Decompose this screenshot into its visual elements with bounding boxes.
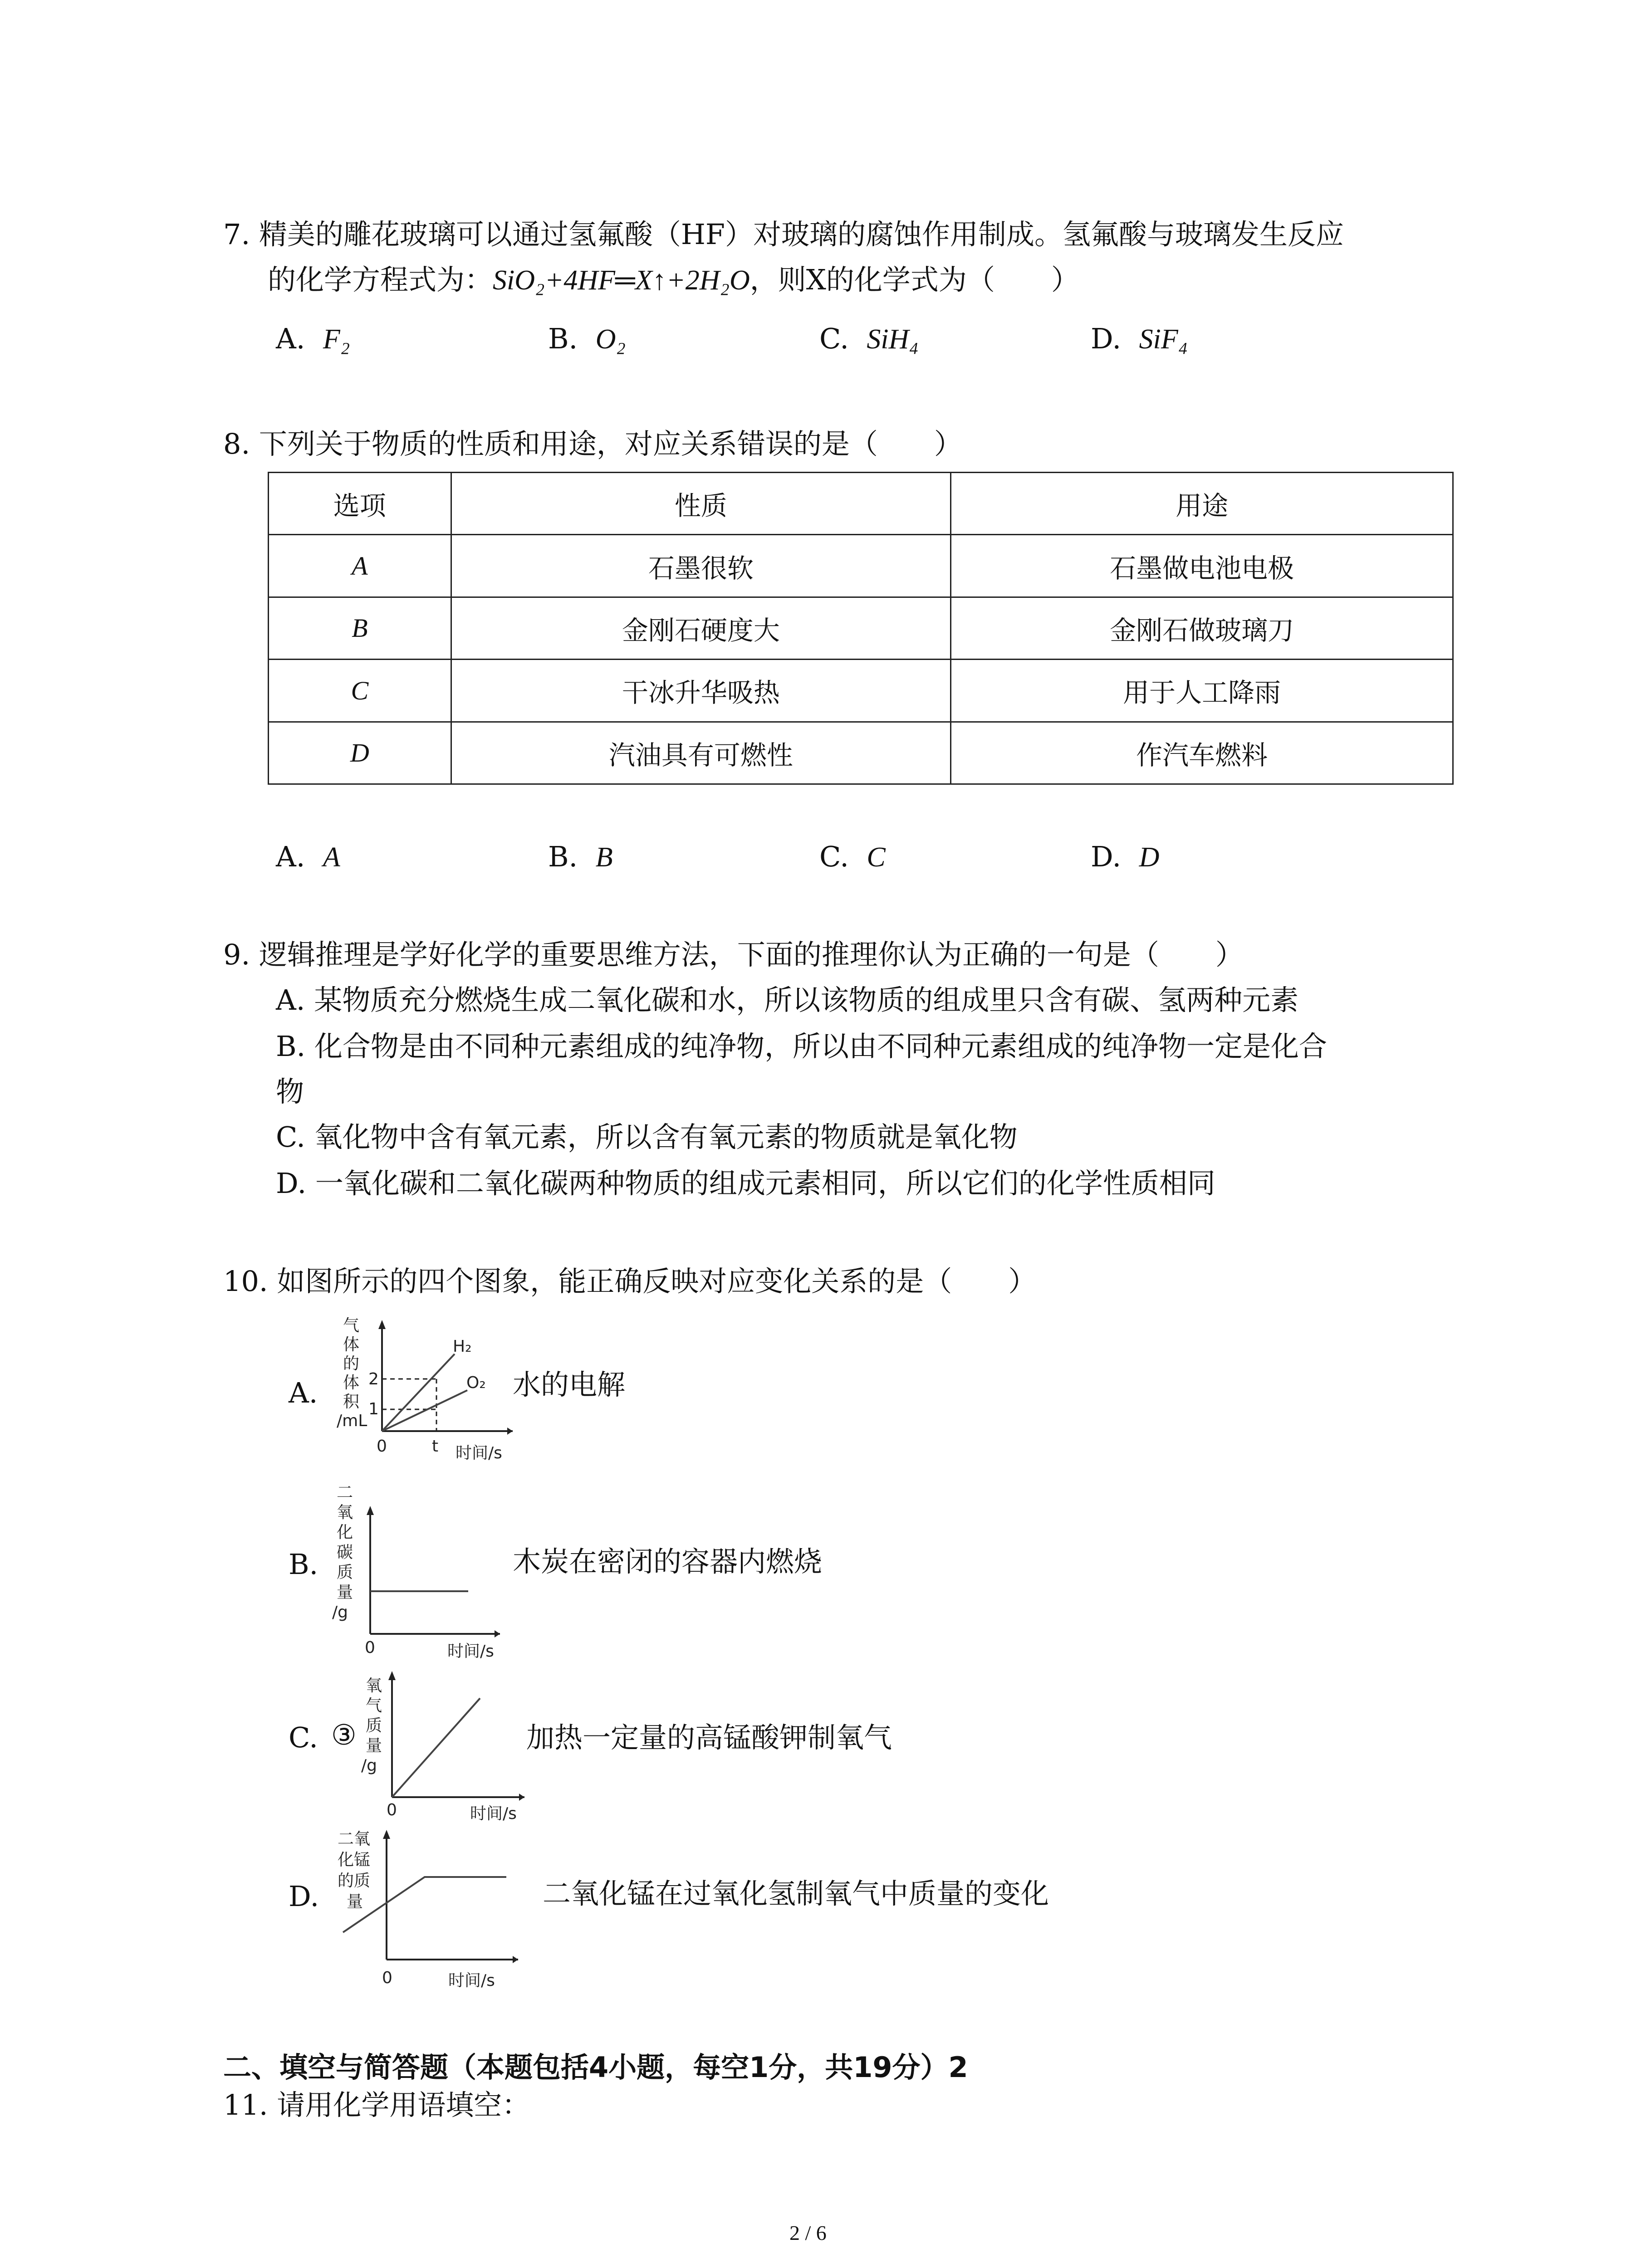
section2-heading: 二、填空与简答题（本题包括4小题，每空1分，共19分）2: [223, 2051, 968, 2084]
table-cell: 石墨很软: [451, 535, 951, 597]
option-letter: B.: [548, 322, 578, 355]
q10-option-d-desc: 二氧化锰在过氧化氢制氧气中质量的变化: [543, 1877, 1049, 1910]
y-label-char: 氧: [337, 1503, 353, 1522]
q10-option-b-desc: 木炭在密闭的容器内燃烧: [513, 1545, 823, 1578]
table-header-cell: 用途: [951, 473, 1453, 535]
table-cell: 作汽车燃料: [951, 722, 1453, 784]
table-cell: C: [269, 660, 451, 722]
y-axis-label: [332, 1483, 353, 1622]
q9-option-c: C. 氧化物中含有氧元素，所以含有氧元素的物质就是氧化物: [276, 1120, 1018, 1154]
y-axis-arrow: [383, 1830, 390, 1839]
q8-option-d: [1091, 840, 1160, 873]
option-text: SiH₄: [867, 324, 919, 355]
y-label-char: 二氧: [338, 1830, 371, 1848]
h2-label: H₂: [453, 1337, 472, 1356]
h2-line: [382, 1354, 455, 1431]
y-label-char: 体: [343, 1374, 360, 1392]
q9-option-d: D. 一氧化碳和二氧化碳两种物质的组成元素相同，所以它们的化学性质相同: [276, 1167, 1215, 1200]
q7-option-d: [1091, 322, 1188, 355]
y-label-char: 的质: [338, 1872, 371, 1890]
x-axis-label: 时间/s: [456, 1444, 502, 1462]
q9-option-b-line2: 物: [276, 1075, 304, 1108]
table-cell: 用于人工降雨: [951, 660, 1453, 722]
option-text: D: [1139, 842, 1160, 873]
x-axis-label: 时间/s: [470, 1804, 517, 1823]
q8-stem: 8. 下列关于物质的性质和用途，对应关系错误的是（ ）: [223, 427, 962, 460]
q7-option-a: [276, 322, 350, 355]
option-text: A: [323, 842, 340, 873]
q7-stem-line2: [268, 263, 1079, 296]
y-label-char: 化: [337, 1523, 353, 1542]
y-label-char: 二: [337, 1483, 353, 1502]
origin: 0: [382, 1969, 392, 1987]
q10-option-c-desc: 加热一定量的高锰酸钾制氧气: [526, 1721, 892, 1754]
y-label-char: 质: [337, 1563, 353, 1582]
y-label-char: 质: [366, 1716, 382, 1735]
option-letter: C.: [819, 840, 849, 873]
tick-t: t: [432, 1437, 439, 1456]
y-label-char: 的: [343, 1354, 360, 1373]
table-header-cell: 选项: [269, 473, 451, 535]
q9-option-a: A. 某物质充分燃烧生成二氧化碳和水，所以该物质的组成里只含有碳、氢两种元素: [276, 983, 1299, 1017]
q7-stem-pre: 的化学方程式为：: [268, 263, 493, 296]
table-cell: 金刚石做玻璃刀: [951, 597, 1453, 659]
q10-option-d-letter: D.: [289, 1880, 319, 1913]
option-text: SiF₄: [1139, 324, 1188, 355]
q10-option-c-letter: C.: [289, 1721, 318, 1754]
option-text: O₂: [595, 324, 626, 355]
q8-table: [268, 472, 1454, 785]
y-label-char: 氧: [366, 1677, 382, 1695]
table-row: [269, 722, 1453, 784]
option-letter: A.: [276, 840, 305, 873]
table-cell: 石墨做电池电极: [951, 535, 1453, 597]
x-axis-arrow: [495, 1630, 500, 1637]
y-axis-label: [361, 1677, 382, 1775]
y-label-char: 量: [347, 1892, 363, 1911]
option-letter: C.: [819, 322, 849, 355]
y-axis-arrow: [378, 1320, 386, 1329]
table-cell: 汽油具有可燃性: [451, 722, 951, 784]
q10-graph-d: [331, 1823, 522, 1996]
option-letter: B.: [548, 840, 578, 873]
origin: 0: [387, 1801, 397, 1819]
y-label-char: /g: [361, 1756, 377, 1775]
o2-line: [382, 1390, 467, 1431]
y-label-char: 量: [366, 1736, 382, 1755]
table-row: [269, 597, 1453, 659]
y-axis-label: [338, 1830, 370, 1911]
option-text: B: [595, 842, 613, 873]
y-label-char: 气: [343, 1316, 360, 1335]
q9-stem: 9. 逻辑推理是学好化学的重要思维方法，下面的推理你认为正确的一句是（ ）: [223, 938, 1244, 971]
q10-option-a-desc: 水的电解: [513, 1368, 626, 1401]
y-label-char: 气: [366, 1696, 382, 1715]
y-label-char: /mL: [337, 1412, 367, 1430]
origin: 0: [377, 1437, 387, 1456]
q9-option-b-line1: B. 化合物是由不同种元素组成的纯净物，所以由不同种元素组成的纯净物一定是化合: [276, 1030, 1327, 1063]
o2-label: O₂: [466, 1374, 486, 1392]
tick-1: 1: [368, 1400, 379, 1418]
option-text: F₂: [323, 324, 350, 355]
table-row: [269, 535, 1453, 597]
q10-option-a-letter: A.: [289, 1376, 318, 1409]
x-axis-arrow: [507, 1427, 513, 1435]
x-axis-label: 时间/s: [447, 1642, 494, 1660]
table-cell: D: [269, 722, 451, 784]
x-axis-arrow: [513, 1956, 518, 1963]
y-label-char: 化锰: [338, 1851, 371, 1869]
q10-stem: 10. 如图所示的四个图象，能正确反映对应变化关系的是（ ）: [223, 1265, 1037, 1298]
q11-stem: 11. 请用化学用语填空：: [223, 2088, 530, 2121]
option-letter: A.: [276, 322, 305, 355]
page-number: 2 / 6: [789, 2221, 827, 2244]
tick-2: 2: [368, 1370, 379, 1388]
y-axis-arrow: [367, 1506, 374, 1515]
q10-option-b-letter: B.: [289, 1548, 318, 1581]
origin: 0: [365, 1638, 375, 1657]
q10-graph-b: [331, 1479, 513, 1660]
q8-option-a: [276, 840, 340, 873]
table-cell: B: [269, 597, 451, 659]
y-axis-label: [337, 1316, 367, 1430]
q8-option-b: [548, 840, 613, 873]
option-text: C: [867, 842, 886, 873]
table-row: [269, 660, 1453, 722]
q10-graph-c: [358, 1669, 540, 1823]
q7-stem-line1: 7. 精美的雕花玻璃可以通过氢氟酸（HF）对玻璃的腐蚀作用制成。氢氟酸与玻璃发生反应: [223, 218, 1344, 251]
y-label-char: 积: [343, 1393, 360, 1411]
table-cell: 干冰升华吸热: [451, 660, 951, 722]
q10-option-c-marker: ③: [331, 1718, 357, 1751]
y-label-char: 碳: [337, 1543, 353, 1562]
y-label-char: 体: [343, 1335, 360, 1354]
q7-option-b: [548, 322, 626, 355]
x-axis-arrow: [519, 1794, 524, 1801]
x-axis-label: 时间/s: [448, 1971, 495, 1990]
oxygen-line: [392, 1698, 480, 1797]
q7-equation: SiO₂+4HF═X↑+2H₂O: [493, 265, 750, 296]
table-cell: A: [269, 535, 451, 597]
y-axis-arrow: [388, 1671, 396, 1680]
option-letter: D.: [1091, 840, 1122, 873]
y-label-char: /g: [332, 1603, 348, 1622]
y-label-char: 量: [337, 1583, 353, 1602]
table-cell: 金刚石硬度大: [451, 597, 951, 659]
q8-option-c: [819, 840, 886, 873]
q7-stem-post: ，则X的化学式为（ ）: [749, 263, 1079, 296]
table-header-row: [269, 473, 1453, 535]
table-header-cell: 性质: [451, 473, 951, 535]
q10-graph-a: [331, 1315, 513, 1483]
option-letter: D.: [1091, 322, 1122, 355]
q7-option-c: [819, 322, 919, 355]
